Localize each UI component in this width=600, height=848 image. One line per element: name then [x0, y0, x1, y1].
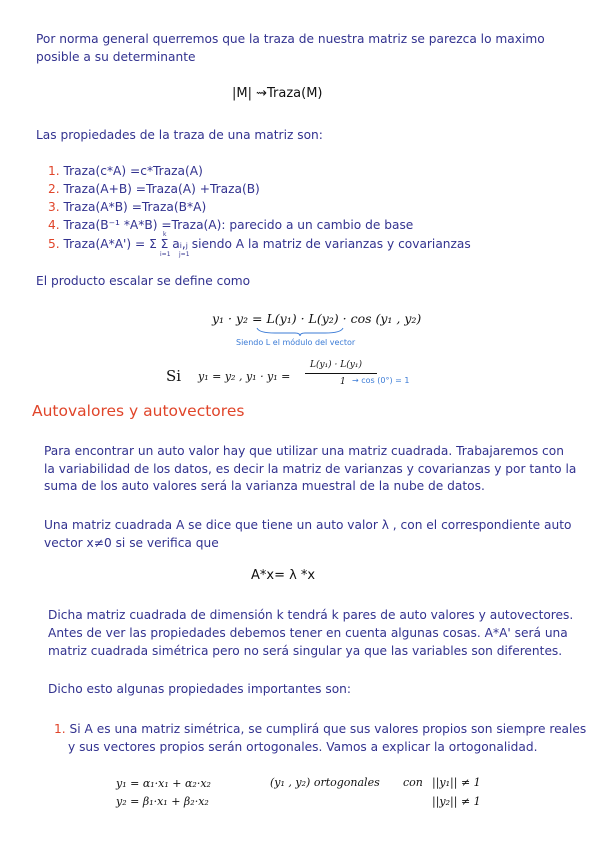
list-number: 3.	[48, 200, 60, 214]
list-text: Traza(c*A) =c*Traza(A)	[63, 164, 203, 178]
ortho-con: con	[403, 776, 423, 789]
scalar-equation: y₁ · y₂ = L(y₁) · L(y₂) · cos (y₁ , y₂)	[212, 311, 422, 326]
trace-prop-5	[48, 235, 471, 253]
ortho-y2: y₂ = β₁·x₁ + β₂·x₂	[116, 795, 209, 808]
si-condition: y₁ = y₂ , y₁ · y₁ =	[198, 370, 291, 383]
eigen-prop-1-line-1	[54, 720, 586, 738]
para2-line-2: vector x≠0 si se verifica que	[44, 536, 219, 550]
eigen-prop-1-line-2: y sus vectores propios serán ortogonales. Vamos a explicar la ortogonalidad.	[68, 740, 538, 754]
underbrace	[255, 326, 345, 336]
intro-line-2: posible a su determinante	[36, 50, 196, 64]
sum-limit-bottom-i: i=1	[160, 251, 171, 258]
para1-line-3: suma de los auto valores será la varianza muestral de la nube de datos.	[44, 479, 485, 493]
list-number: 2.	[48, 182, 60, 196]
para2-line-1: Una matriz cuadrada A se dice que tiene un auto valor λ , con el correspondiente auto	[44, 518, 572, 532]
ortho-norm-2: ||y₂|| ≠ 1	[432, 795, 481, 808]
eigen-equation: A*x= λ *x	[251, 568, 316, 583]
para3-line-1: Dicha matriz cuadrada de dimensión k tendrá k pares de auto valores y autovectores.	[48, 608, 574, 622]
ortho-norm-1: ||y₁|| ≠ 1	[432, 776, 481, 789]
scalar-note: Siendo L el módulo del vector	[236, 338, 356, 347]
para1-line-1: Para encontrar un auto valor hay que utilizar una matriz cuadrada. Trabajaremos con	[44, 444, 564, 458]
scalar-intro: El producto escalar se define como	[36, 274, 251, 288]
ortho-pair: (y₁ , y₂) ortogonales	[270, 776, 380, 789]
list-number: 1.	[48, 164, 60, 178]
list-text: Traza(A+B) =Traza(A) +Traza(B)	[63, 182, 260, 196]
props2-intro: Dicho esto algunas propiedades importantes son:	[48, 682, 352, 696]
trace-prop-3	[48, 198, 206, 216]
para3-line-2: Antes de ver las propiedades debemos tener en cuenta algunas cosas. A*A' será una	[48, 626, 568, 640]
trace-prop-2	[48, 180, 260, 198]
list-text: Si A es una matriz simétrica, se cumplirá que sus valores propios son siempre reales	[69, 722, 587, 736]
si-label: Si	[166, 367, 182, 385]
si-result: → cos (0°) = 1	[352, 376, 410, 385]
sum-limit-top: k	[163, 231, 167, 238]
det-trace-equation: |M| ⇝Traza(M)	[232, 86, 323, 101]
si-fraction-numerator: L(y₁) · L(y₁)	[310, 360, 362, 370]
si-fraction-denominator: 1	[340, 377, 346, 387]
trace-prop-1	[48, 162, 203, 180]
ortho-y1: y₁ = α₁·x₁ + α₂·x₂	[116, 777, 211, 790]
list-number: 1.	[54, 722, 66, 736]
sum-limit-bottom-j: j=1	[179, 251, 190, 258]
fraction-bar	[305, 373, 377, 374]
section-title: Autovalores y autovectores	[32, 402, 245, 420]
props-intro: Las propiedades de la traza de una matriz son:	[36, 128, 323, 142]
trace-prop-4	[48, 216, 413, 234]
list-text: Traza(A*A') = Σ Σ aᵢ,ⱼ siendo A la matriz de varianzas y covarianzas	[63, 237, 471, 251]
list-number: 5.	[48, 237, 60, 251]
para1-line-2: la variabilidad de los datos, es decir la matriz de varianzas y covarianzas y por tanto la	[44, 462, 577, 476]
list-text: Traza(B⁻¹ *A*B) =Traza(A): parecido a un cambio de base	[63, 218, 414, 232]
intro-line-1: Por norma general querremos que la traza de nuestra matriz se parezca lo maximo	[36, 32, 545, 46]
list-text: Traza(A*B) =Traza(B*A)	[63, 200, 207, 214]
list-number: 4.	[48, 218, 60, 232]
para3-line-3: matriz cuadrada simétrica pero no será singular ya que las variables son diferentes.	[48, 644, 563, 658]
